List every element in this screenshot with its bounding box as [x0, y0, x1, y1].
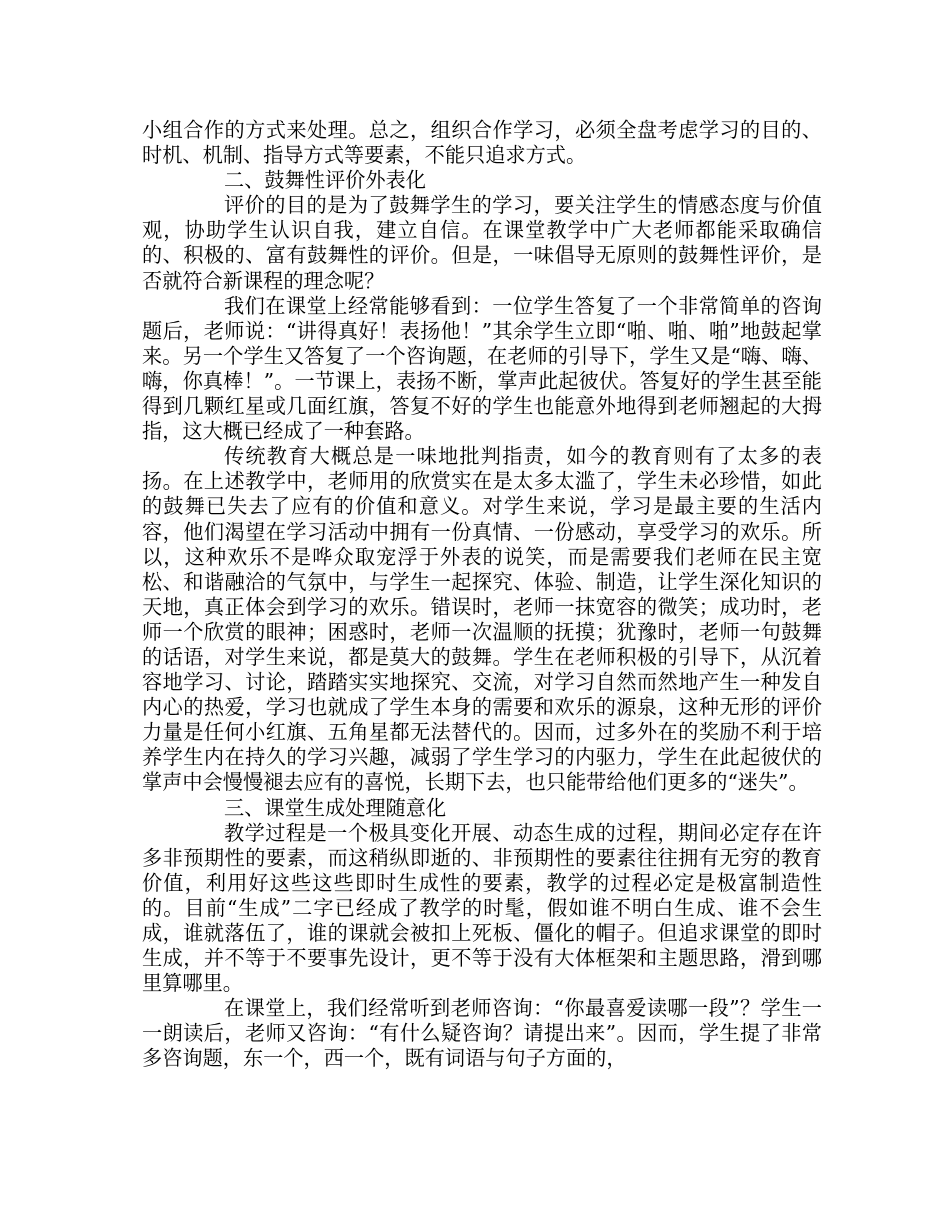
- paragraph: 在课堂上，我们经常听到老师咨询：“你最喜爱读哪一段”？学生一一朗读后，老师又咨询：“有什么疑咨询？请提出来”。因而，学生提了非常多咨询题，东一个，西一个，既有词语与句子方面的，: [142, 996, 822, 1071]
- section-heading-3: 三、课堂生成处理随意化: [224, 795, 447, 820]
- paragraph-continued: 小组合作的方式来处理。总之，组织合作学习，必须全盘考虑学习的目的、时机、机制、指导方式等要素，不能只追求方式。: [142, 118, 822, 168]
- section-heading-2: 二、鼓舞性评价外表化: [224, 168, 426, 193]
- paragraph: 传统教育大概总是一味地批判指责，如今的教育则有了太多的表扬。在上述教学中，老师用的欣赏实在是太多太滥了，学生未必珍惜，如此的鼓舞已失去了应有的价值和意义。对学生来说，学习是最主要的生活内容，他们渴望在学习活动中拥有一份真情、一份感动，享受学习的欢乐。所以，这种欢乐不是哗众取宠浮于外表的说笑，而是需要我们老师在民主宽松、和谐融洽的气氛中，与学生一起探究、体验、制造，让学生深化知识的天地，真正体会到学习的欢乐。错误时，老师一抹宽容的微笑；成功时，老师一个欣赏的眼神；困惑时，老师一次温顺的抚摸；犹豫时，老师一句鼓舞的话语，对学生来说，都是莫大的鼓舞。学生在老师积极的引导下，从沉着容地学习、讨论，踏踏实实地探究、交流，对学习自然而然地产生一种发自内心的热爱，学习也就成了学生本身的需要和欢乐的源泉，这种无形的评价力量是任何小红旗、五角星都无法替代的。因而，过多外在的奖励不利于培养学生内在持久的学习兴趣，减弱了学生学习的内驱力，学生在此起彼伏的掌声中会慢慢褪去应有的喜悦，长期下去，也只能带给他们更多的“迷失”。: [142, 444, 822, 795]
- document-body: [142, 118, 822, 1072]
- paragraph: 评价的目的是为了鼓舞学生的学习，要关注学生的情感态度与价值观，协助学生认识自我，建立自信。在课堂教学中广大老师都能采取确信的、积极的、富有鼓舞性的评价。但是，一味倡导无原则的鼓舞性评价，是否就符合新课程的理念呢？: [142, 193, 822, 293]
- paragraph: 我们在课堂上经常能够看到：一位学生答复了一个非常简单的咨询题后，老师说：“讲得真好！表扬他！”其余学生立即“啪、啪、啪”地鼓起掌来。另一个学生又答复了一个咨询题，在老师的引导下，学生又是“嗨、嗨、嗨，你真棒！”。一节课上，表扬不断，掌声此起彼伏。答复好的学生甚至能得到几颗红星或几面红旗，答复不好的学生也能意外地得到老师翘起的大拇指，这大概已经成了一种套路。: [142, 293, 822, 444]
- paragraph: 教学过程是一个极具变化开展、动态生成的过程，期间必定存在许多非预期性的要素，而这稍纵即逝的、非预期性的要素往往拥有无穷的教育价值，利用好这些这些即时生成性的要素，教学的过程必定是极富制造性的。目前“生成”二字已经成了教学的时髦，假如谁不明白生成、谁不会生成，谁就落伍了，谁的课就会被扣上死板、僵化的帽子。但追求课堂的即时生成，并不等于不要事先设计，更不等于没有大体框架和主题思路，滑到哪里算哪里。: [142, 820, 822, 996]
